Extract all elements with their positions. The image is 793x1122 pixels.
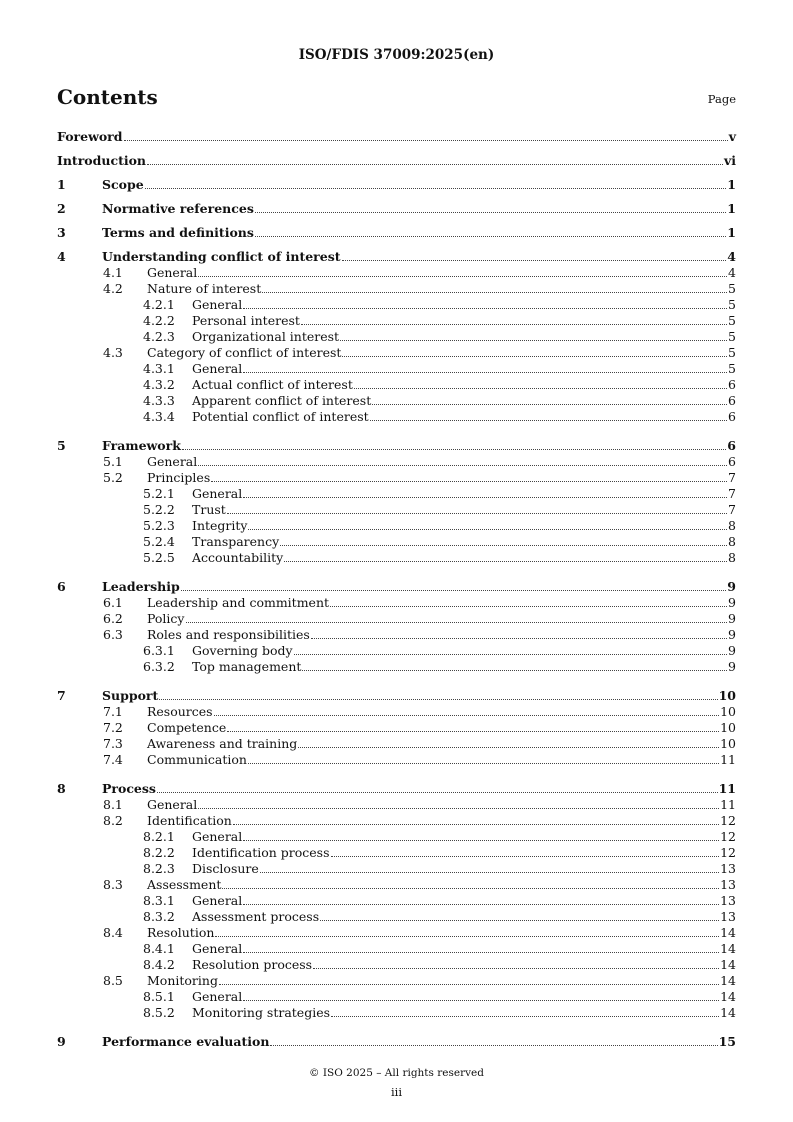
dot-leader <box>147 163 723 165</box>
toc-entry-page: 6 <box>728 409 736 424</box>
dot-leader <box>198 464 727 466</box>
toc-entry[interactable] <box>57 925 736 941</box>
toc-entry-number: 5.2.2 <box>143 502 175 517</box>
toc-entry-label: Potential conflict of interest <box>192 409 369 424</box>
dot-leader <box>243 371 727 373</box>
toc-entry-number: 8.1 <box>103 797 123 812</box>
toc-entry[interactable] <box>57 829 736 845</box>
toc-entry-number: 8.4.2 <box>143 957 175 972</box>
dot-leader <box>342 355 727 357</box>
toc-entry-number: 4.1 <box>103 265 123 280</box>
toc-entry-page: 14 <box>720 989 736 1004</box>
toc-entry-number: 8.5.1 <box>143 989 175 1004</box>
toc-entry-number: 8.5.2 <box>143 1005 175 1020</box>
dot-leader <box>370 419 727 421</box>
toc-entry-page: 8 <box>728 518 736 533</box>
dot-leader <box>301 323 727 325</box>
dot-leader <box>227 730 719 732</box>
dot-leader <box>284 560 727 562</box>
toc-entry[interactable] <box>57 893 736 909</box>
toc-entry-label: Assessment process <box>192 909 320 924</box>
toc-entry[interactable] <box>57 720 736 736</box>
toc-entry-number: 4.2.2 <box>143 313 175 328</box>
dot-leader <box>243 839 719 841</box>
toc-entry[interactable] <box>57 177 736 193</box>
toc-entry-label: General <box>192 893 243 908</box>
toc-entry[interactable] <box>57 225 736 241</box>
toc-entry-label: Normative references <box>102 201 254 216</box>
toc-entry-page: 9 <box>728 627 736 642</box>
toc-entry[interactable] <box>57 627 736 643</box>
toc-entry-label: General <box>192 941 243 956</box>
dot-leader <box>145 187 727 189</box>
dot-leader <box>255 211 726 213</box>
toc-entry-label: Personal interest <box>192 313 300 328</box>
toc-entry[interactable] <box>57 1005 736 1021</box>
toc-entry-page: 5 <box>728 345 736 360</box>
toc-entry[interactable] <box>57 957 736 973</box>
toc-entry-label: Roles and responsibilities <box>147 627 310 642</box>
dot-leader <box>298 746 719 748</box>
toc-entry-page: 9 <box>727 579 736 594</box>
dot-leader <box>262 291 727 293</box>
toc-entry-number: 5.2.4 <box>143 534 175 549</box>
toc-entry-label: Top management <box>192 659 302 674</box>
toc-entry-number: 6.3.1 <box>143 643 175 658</box>
toc-entry-number: 7.2 <box>103 720 123 735</box>
dot-leader <box>372 403 727 405</box>
toc-entry-label: Framework <box>102 438 181 453</box>
toc-entry-page: 13 <box>720 861 736 876</box>
toc-entry-number: 8 <box>57 781 66 796</box>
toc-entry-page: 7 <box>728 502 736 517</box>
toc-entry-label: Integrity <box>192 518 248 533</box>
toc-entry[interactable] <box>57 313 736 329</box>
dot-leader <box>243 999 719 1001</box>
toc-entry[interactable] <box>57 377 736 393</box>
toc-entry-number: 7.1 <box>103 704 123 719</box>
toc-entry-page: 6 <box>728 393 736 408</box>
toc-entry-label: General <box>192 297 243 312</box>
toc-entry[interactable] <box>57 518 736 534</box>
toc-entry-page: 6 <box>727 438 736 453</box>
dot-leader <box>198 275 727 277</box>
toc-entry-number: 8.3.2 <box>143 909 175 924</box>
toc-entry-page: 10 <box>720 704 736 719</box>
toc-entry-page: 14 <box>720 957 736 972</box>
toc-entry-number: 8.4 <box>103 925 123 940</box>
dot-leader <box>331 855 720 857</box>
dot-leader <box>186 621 728 623</box>
toc-entry-page: 15 <box>718 1034 736 1049</box>
toc-entry-page: 4 <box>728 265 736 280</box>
toc-entry[interactable] <box>57 1034 736 1050</box>
toc-entry[interactable] <box>57 345 736 361</box>
toc-entry-page: 13 <box>720 893 736 908</box>
toc-entry-label: Monitoring strategies <box>192 1005 331 1020</box>
toc-entry-label: Terms and definitions <box>102 225 254 240</box>
toc-entry-page: 5 <box>728 281 736 296</box>
toc-entry[interactable] <box>57 813 736 829</box>
dot-leader <box>248 762 719 764</box>
dot-leader <box>248 528 727 530</box>
dot-leader <box>270 1044 717 1046</box>
toc-entry-label: Leadership <box>102 579 180 594</box>
dot-leader <box>243 903 719 905</box>
toc-entry-page: 5 <box>728 329 736 344</box>
toc-entry[interactable] <box>57 611 736 627</box>
toc-entry-page: 11 <box>720 752 736 767</box>
page-number: iii <box>390 1085 403 1099</box>
toc-entry[interactable] <box>57 502 736 518</box>
dot-leader <box>320 919 719 921</box>
dot-leader <box>243 951 719 953</box>
dot-leader <box>214 714 720 716</box>
toc-entry-page: 7 <box>728 486 736 501</box>
toc-entry-page: 5 <box>728 361 736 376</box>
toc-entry-number: 4.2.3 <box>143 329 175 344</box>
dot-leader <box>222 887 719 889</box>
toc-entry-number: 8.2 <box>103 813 123 828</box>
toc-entry-page: 11 <box>718 781 736 796</box>
toc-entry-number: 7.4 <box>103 752 123 767</box>
toc-entry-number: 8.3 <box>103 877 123 892</box>
toc-entry-number: 8.5 <box>103 973 123 988</box>
toc-entry-number: 5 <box>57 438 66 453</box>
toc-entry-label: General <box>147 454 198 469</box>
toc-entry-page: 10 <box>718 688 736 703</box>
toc-entry-page: 5 <box>728 297 736 312</box>
toc-entry-page: 14 <box>720 925 736 940</box>
toc-entry-number: 2 <box>57 201 66 216</box>
toc-entry-page: v <box>728 129 736 144</box>
toc-entry-label: General <box>147 265 198 280</box>
dot-leader <box>215 935 719 937</box>
toc-entry[interactable] <box>57 470 736 486</box>
toc-entry-number: 4.2 <box>103 281 123 296</box>
dot-leader <box>280 544 727 546</box>
toc-entry-label: Accountability <box>192 550 284 565</box>
dot-leader <box>157 791 718 793</box>
toc-entry-label: Actual conflict of interest <box>192 377 353 392</box>
copyright-notice: © ISO 2025 – All rights reserved <box>309 1067 484 1079</box>
toc-entry-page: 14 <box>720 941 736 956</box>
toc-entry-label: Policy <box>147 611 185 626</box>
toc-entry-label: Identification process <box>192 845 330 860</box>
toc-entry-number: 7 <box>57 688 66 703</box>
toc-entry[interactable] <box>57 281 736 297</box>
toc-entry[interactable] <box>57 989 736 1005</box>
toc-entry-label: Understanding conflict of interest <box>102 249 341 264</box>
toc-entry[interactable] <box>57 595 736 611</box>
toc-entry-label: Communication <box>147 752 247 767</box>
toc-entry[interactable] <box>57 877 736 893</box>
toc-entry-label: General <box>192 829 243 844</box>
toc-entry-number: 4.3.1 <box>143 361 175 376</box>
toc-entry-label: Identification <box>147 813 232 828</box>
toc-entry-page: 6 <box>728 377 736 392</box>
dot-leader <box>313 967 719 969</box>
toc-entry-label: Resolution <box>147 925 215 940</box>
toc-entry[interactable] <box>57 534 736 550</box>
toc-entry-label: Awareness and training <box>147 736 298 751</box>
toc-entry-number: 4.3.2 <box>143 377 175 392</box>
dot-leader <box>124 139 728 141</box>
toc-entry-page: 8 <box>728 534 736 549</box>
dot-leader <box>294 653 727 655</box>
toc-entry-label: Trust <box>192 502 226 517</box>
toc-entry[interactable] <box>57 861 736 877</box>
toc-entry[interactable] <box>57 297 736 313</box>
page-column-label: Page <box>707 92 736 106</box>
toc-entry[interactable] <box>57 153 736 169</box>
dot-leader <box>340 339 727 341</box>
toc-entry[interactable] <box>57 643 736 659</box>
toc-entry[interactable] <box>57 688 736 704</box>
dot-leader <box>354 387 727 389</box>
toc-entry-label: Organizational interest <box>192 329 340 344</box>
toc-entry-number: 8.3.1 <box>143 893 175 908</box>
toc-entry-number: 6.3.2 <box>143 659 175 674</box>
dot-leader <box>311 637 727 639</box>
toc-entry-label: Scope <box>102 177 144 192</box>
toc-entry[interactable] <box>57 659 736 675</box>
toc-entry-page: 14 <box>720 973 736 988</box>
dot-leader <box>260 871 719 873</box>
toc-entry-number: 9 <box>57 1034 66 1049</box>
toc-entry-label: General <box>192 486 243 501</box>
toc-entry[interactable] <box>57 129 736 145</box>
dot-leader <box>243 496 727 498</box>
toc-entry[interactable] <box>57 329 736 345</box>
toc-entry-number: 6.1 <box>103 595 123 610</box>
toc-entry-page: 9 <box>728 659 736 674</box>
dot-leader <box>198 807 719 809</box>
toc-entry[interactable] <box>57 265 736 281</box>
toc-entry[interactable] <box>57 781 736 797</box>
toc-entry-number: 5.2 <box>103 470 123 485</box>
toc-entry[interactable] <box>57 704 736 720</box>
toc-entry-page: 12 <box>720 845 736 860</box>
toc-entry-number: 4.3.4 <box>143 409 175 424</box>
toc-entry-number: 1 <box>57 177 66 192</box>
toc-entry-number: 6 <box>57 579 66 594</box>
dot-leader <box>330 605 727 607</box>
toc-entry-number: 8.2.2 <box>143 845 175 860</box>
toc-entry-number: 4.2.1 <box>143 297 175 312</box>
toc-entry-label: Governing body <box>192 643 293 658</box>
dot-leader <box>255 235 726 237</box>
toc-entry-label: Nature of interest <box>147 281 262 296</box>
dot-leader <box>159 698 717 700</box>
dot-leader <box>219 983 719 985</box>
toc-entry-number: 3 <box>57 225 66 240</box>
dot-leader <box>233 823 719 825</box>
toc-entry[interactable] <box>57 201 736 217</box>
toc-entry-number: 5.2.5 <box>143 550 175 565</box>
toc-entry[interactable] <box>57 409 736 425</box>
dot-leader <box>331 1015 719 1017</box>
toc-entry-number: 4.3 <box>103 345 123 360</box>
toc-entry[interactable] <box>57 736 736 752</box>
toc-entry-number: 5.1 <box>103 454 123 469</box>
toc-entry-number: 5.2.1 <box>143 486 175 501</box>
toc-entry-label: Resources <box>147 704 213 719</box>
dot-leader <box>211 480 727 482</box>
toc-entry-label: Performance evaluation <box>102 1034 270 1049</box>
toc-entry-number: 4.3.3 <box>143 393 175 408</box>
toc-entry-page: 11 <box>720 797 736 812</box>
toc-entry-label: Support <box>102 688 159 703</box>
toc-entry-page: vi <box>723 153 736 168</box>
dot-leader <box>227 512 727 514</box>
toc-entry-label: General <box>192 989 243 1004</box>
toc-entry[interactable] <box>57 550 736 566</box>
dot-leader <box>342 259 727 261</box>
toc-entry-page: 8 <box>728 550 736 565</box>
toc-entry-number: 4 <box>57 249 66 264</box>
dot-leader <box>182 448 726 450</box>
toc-entry-number: 8.2.3 <box>143 861 175 876</box>
toc-entry[interactable] <box>57 752 736 768</box>
toc-entry-page: 1 <box>727 225 736 240</box>
toc-entry-number: 8.4.1 <box>143 941 175 956</box>
dot-leader <box>243 307 727 309</box>
toc-entry[interactable] <box>57 249 736 265</box>
toc-entry-label: Introduction <box>57 153 147 168</box>
toc-entry-number: 6.3 <box>103 627 123 642</box>
toc-entry-label: Competence <box>147 720 227 735</box>
toc-entry-label: Resolution process <box>192 957 313 972</box>
toc-entry-number: 5.2.3 <box>143 518 175 533</box>
toc-entry-page: 9 <box>728 643 736 658</box>
toc-entry-page: 12 <box>720 813 736 828</box>
toc-entry[interactable] <box>57 393 736 409</box>
toc-entry-label: Foreword <box>57 129 123 144</box>
toc-entry[interactable] <box>57 361 736 377</box>
toc-entry-label: Monitoring <box>147 973 218 988</box>
toc-entry-number: 8.2.1 <box>143 829 175 844</box>
toc-entry[interactable] <box>57 973 736 989</box>
dot-leader <box>181 589 727 591</box>
toc-entry-page: 4 <box>727 249 736 264</box>
toc-entry-number: 6.2 <box>103 611 123 626</box>
toc-entry[interactable] <box>57 941 736 957</box>
toc-entry-label: Category of conflict of interest <box>147 345 342 360</box>
toc-entry-label: Assessment <box>147 877 222 892</box>
toc-entry[interactable] <box>57 579 736 595</box>
toc-entry-label: Principles <box>147 470 211 485</box>
toc-entry-label: Leadership and commitment <box>147 595 330 610</box>
toc-entry-page: 9 <box>728 595 736 610</box>
toc-entry-label: Transparency <box>192 534 280 549</box>
toc-entry-page: 10 <box>720 736 736 751</box>
toc-entry[interactable] <box>57 845 736 861</box>
toc-entry-label: Disclosure <box>192 861 259 876</box>
toc-entry[interactable] <box>57 486 736 502</box>
toc-entry-page: 10 <box>720 720 736 735</box>
toc-entry[interactable] <box>57 797 736 813</box>
page-title: Contents <box>57 85 158 109</box>
toc-entry-page: 1 <box>727 201 736 216</box>
toc-entry-page: 7 <box>728 470 736 485</box>
toc-entry-label: General <box>147 797 198 812</box>
toc-entry-page: 1 <box>727 177 736 192</box>
dot-leader <box>302 669 727 671</box>
toc-entry-page: 13 <box>720 909 736 924</box>
toc-entry-page: 14 <box>720 1005 736 1020</box>
toc-entry-page: 13 <box>720 877 736 892</box>
toc-entry-page: 12 <box>720 829 736 844</box>
toc-entry-label: General <box>192 361 243 376</box>
toc-entry[interactable] <box>57 909 736 925</box>
toc-entry-page: 5 <box>728 313 736 328</box>
toc-entry-label: Process <box>102 781 156 796</box>
toc-entry-label: Apparent conflict of interest <box>192 393 372 408</box>
toc-entry[interactable] <box>57 438 736 454</box>
toc-entry-number: 7.3 <box>103 736 123 751</box>
toc-entry-page: 6 <box>728 454 736 469</box>
document-header: ISO/FDIS 37009:2025(en) <box>298 47 495 63</box>
toc-entry[interactable] <box>57 454 736 470</box>
toc-entry-page: 9 <box>728 611 736 626</box>
